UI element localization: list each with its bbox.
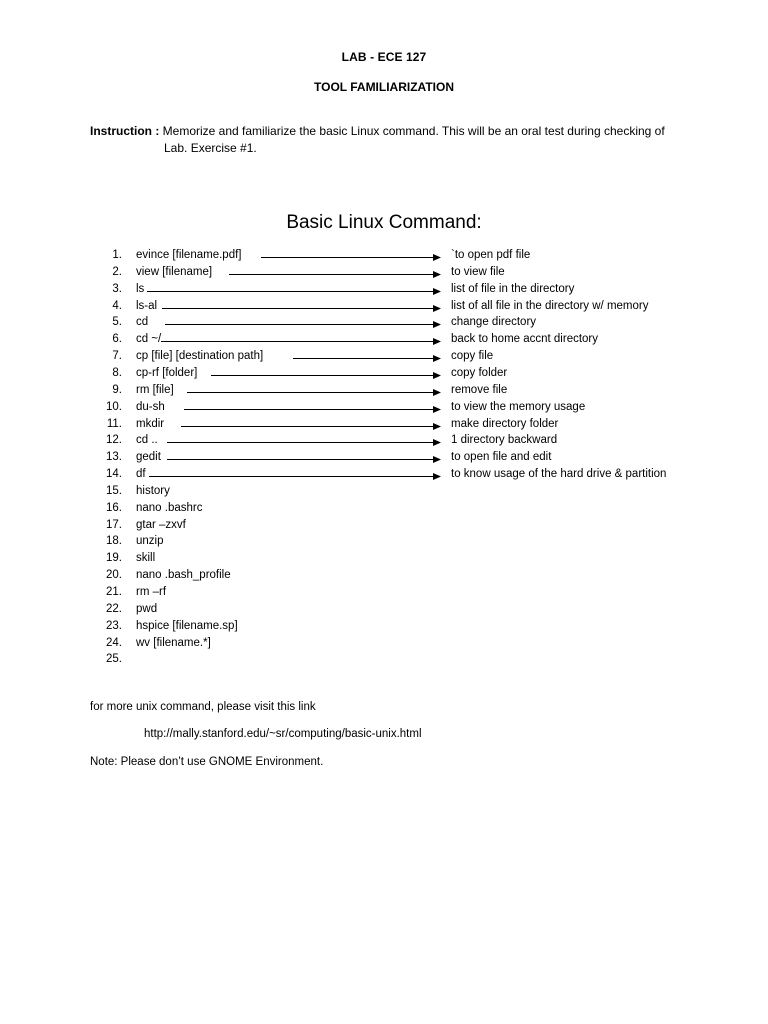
arrow-icon [0, 249, 768, 266]
command-row [0, 266, 768, 283]
command-description: copy folder [451, 366, 508, 379]
command-row [0, 249, 768, 266]
command-number: 8. [112, 366, 122, 379]
arrow-icon [0, 367, 768, 384]
command-row [0, 535, 768, 552]
arrow-icon [0, 350, 768, 367]
arrow-icon [0, 451, 768, 468]
command-row [0, 637, 768, 654]
command-row [0, 401, 768, 418]
command-row [0, 434, 768, 451]
command-description: to know usage of the hard drive & partition [451, 468, 667, 481]
command-name: gedit [136, 451, 161, 464]
command-number: 18. [106, 535, 122, 548]
arrow-icon [0, 300, 768, 317]
command-number: 20. [106, 569, 122, 582]
command-name: du-sh [136, 400, 165, 413]
command-row [0, 603, 768, 620]
command-description: to view file [451, 265, 505, 278]
command-row [0, 620, 768, 637]
command-name: cd [136, 316, 149, 329]
note-text: Note: Please don’t use GNOME Environment. [90, 756, 324, 768]
command-description: copy file [451, 350, 494, 363]
section-heading: Basic Linux Command: [286, 212, 482, 233]
command-name: rm [file] [136, 383, 174, 396]
arrow-icon [0, 283, 768, 300]
command-description: 1 directory backward [451, 434, 558, 447]
command-number: 9. [112, 383, 122, 396]
command-row [0, 333, 768, 350]
command-number: 13. [106, 451, 122, 464]
reference-link[interactable]: http://mally.stanford.edu/~sr/computing/basic-unix.html [144, 728, 422, 740]
command-row [0, 283, 768, 300]
command-row [0, 569, 768, 586]
command-name: history [136, 484, 170, 497]
command-number: 6. [112, 333, 122, 346]
command-row [0, 384, 768, 401]
command-name: skill [136, 552, 156, 565]
command-row [0, 350, 768, 367]
command-description: to open file and edit [451, 451, 552, 464]
lab-title: LAB - ECE 127 [341, 50, 427, 64]
command-number: 12. [106, 434, 122, 447]
command-number: 3. [112, 282, 122, 295]
command-description: back to home accnt directory [451, 333, 599, 346]
command-row [0, 468, 768, 485]
command-description: to view the memory usage [451, 400, 586, 413]
command-number: 16. [106, 501, 122, 514]
instruction-text-line2: Lab. Exercise #1. [164, 141, 257, 155]
command-name: wv [filename.*] [136, 636, 211, 649]
command-row [0, 502, 768, 519]
command-name: df [136, 468, 146, 481]
command-name: ls-al [136, 299, 158, 312]
command-number: 19. [106, 552, 122, 565]
command-number: 21. [106, 586, 122, 598]
command-description: list of all file in the directory w/ memory [451, 299, 649, 312]
command-name: cd .. [136, 434, 158, 447]
arrow-icon [0, 266, 768, 283]
arrow-icon [0, 384, 768, 401]
command-number: 22. [106, 602, 122, 615]
arrow-icon [0, 316, 768, 333]
command-description: list of file in the directory [451, 282, 575, 295]
command-row [0, 316, 768, 333]
command-row [0, 586, 768, 603]
command-number: 5. [112, 316, 122, 329]
command-name: mkdir [136, 417, 165, 430]
instruction [90, 122, 710, 141]
command-name: cd ~/ [136, 333, 162, 346]
arrow-icon [0, 401, 768, 418]
command-name: evince [filename.pdf] [136, 249, 242, 261]
command-description: change directory [451, 316, 537, 329]
command-name: gtar –zxvf [136, 518, 186, 531]
command-row [0, 300, 768, 317]
command-number: 2. [112, 265, 122, 278]
command-number: 11. [106, 417, 122, 430]
command-name: view [filename] [136, 265, 213, 278]
command-number: 15. [106, 484, 122, 497]
command-number: 24. [106, 636, 122, 649]
command-row [0, 485, 768, 502]
command-row [0, 367, 768, 384]
command-number: 17. [106, 518, 122, 531]
command-number: 4. [112, 299, 122, 312]
more-commands-text: for more unix command, please visit this link [90, 701, 316, 713]
instruction-label: Instruction : [90, 124, 160, 138]
command-number: 23. [106, 619, 122, 632]
command-description: `to open pdf file [451, 249, 531, 261]
command-name: ls [136, 282, 145, 295]
command-name: rm –rf [136, 586, 167, 598]
arrow-icon [0, 418, 768, 435]
instruction-text-line1: Memorize and familiarize the basic Linux command. This will be an oral test during checking of [159, 124, 665, 138]
command-name: cp-rf [folder] [136, 366, 198, 379]
command-description: make directory folder [451, 417, 559, 430]
command-name: hspice [filename.sp] [136, 619, 238, 632]
page-subtitle: TOOL FAMILIARIZATION [314, 80, 454, 94]
command-description: remove file [451, 383, 508, 396]
command-name: pwd [136, 602, 158, 615]
command-name: unzip [136, 535, 164, 548]
arrow-icon [0, 333, 768, 350]
command-number: 14. [106, 468, 122, 481]
command-name: nano .bashrc [136, 501, 203, 514]
command-number: 25. [106, 653, 122, 666]
arrow-icon [0, 434, 768, 451]
command-name: cp [file] [destination path] [136, 350, 264, 363]
command-row [0, 418, 768, 435]
command-row [0, 519, 768, 536]
command-row [0, 552, 768, 569]
command-name: nano .bash_profile [136, 569, 231, 582]
command-row [0, 451, 768, 468]
command-row [0, 653, 768, 670]
command-number: 7. [112, 350, 122, 363]
command-number: 10. [106, 400, 122, 413]
command-number: 1. [112, 249, 122, 261]
